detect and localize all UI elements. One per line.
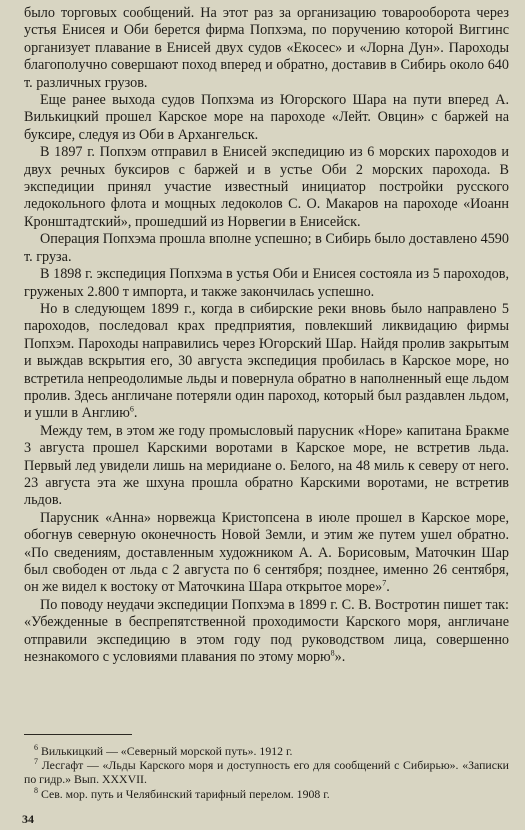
paragraph-2: Еще ранее выхода судов Попхэма из Югорского Шара на пути вперед А. Вилькицкий прошел Карское море на пароходе «Лейт. Овцин» с баржей на буксире, следуя из Оби в Архангельск.: [24, 92, 509, 143]
paragraph-3: В 1897 г. Попхэм отправил в Енисей экспедицию из 6 морских пароходов и двух речных буксиров с баржей и в устье Оби 2 морских парохода. В экспедиции принял участие известный инициатор постройки русского ледокольного флота и мощных ледоколов С. О. Макаров на пароходе «Иоанн Кронштадтский», прошедший из Норвегии в Енисейск.: [24, 144, 509, 230]
footnote-divider: [24, 734, 132, 735]
paragraph-5: В 1898 г. экспедиция Попхэма в устья Оби и Енисея состояла из 5 пароходов, груженых 2.800 т импорта, и также закончилась успешно.: [24, 266, 509, 300]
footnote-mark: 7: [34, 757, 38, 767]
body-text: [24, 5, 509, 666]
footnote-ref-7: 7: [382, 578, 387, 588]
paragraph-7: Между тем, в этом же году промысловый парусник «Норе» капитана Бракме 3 августа прошел Карскими воротами в Карское море, не встретив льда. Первый лед увидели лишь на меридиане о. Белого, на 48 миль к северу от него. 23 августа эта же шхуна прошла обратно Карскими воротами, не встретив льдов.: [24, 422, 509, 509]
footnote-mark: 8: [34, 785, 38, 795]
footnote-7: $^7$ Лесгафт — «Льды Карского моря и доступность его для сообщений с Сибирью». «Записки по гидр.» Вып. XXXVII.: [24, 757, 509, 787]
footnote-mark: 6: [34, 743, 38, 753]
footnote-ref-8: 8: [330, 648, 335, 658]
footnote-ref-6: 6: [129, 404, 134, 414]
paragraph-4: Операция Попхэма прошла вполне успешно; в Сибирь было доставлено 4590 т. груза.: [24, 231, 509, 265]
paragraph-8: Парусник «Анна» норвежца Кристопсена в июле прошел в Карское море, обогнув северную оконечность Новой Земли, и этим же путем ушел обратно. «По сведениям, доставленным художником А. А. Борисовым, Маточкин Шар был свободен от льда с 2 августа по 6 сентября; позднее, именно 26 сентября, он же видел к востоку от Маточкина Шара открытое море»$^7$.: [24, 509, 509, 596]
footnote-8: $^8$ Сев. мор. путь и Челябинский тарифный перелом. 1908 г.: [34, 785, 330, 801]
footnotes: [24, 734, 509, 801]
page-number: 34: [22, 812, 34, 826]
paragraph-1: было торговых сообщений. На этот раз за организацию товарооборота через устья Енисея и Оби берется фирма Попхэма, по поручению которой Виггинс организует плавание в Енисей двух судов «Екосес» и «Лорна Дун». Пароходы благополучно совершают поход вперед и обратно, доставив в Сибирь около 640 т. различных грузов.: [24, 5, 509, 91]
paragraph-6: Но в следующем 1899 г., когда в сибирские реки вновь было направлено 5 пароходов, последовал крах предприятия, повлекший ликвидацию фирмы Попхэм. Пароходы направились через Югорский Шар. Найдя пролив закрытым и выждав вскрытия его, 30 августа экспедиция пробилась в Карское море, но встретила непреодолимые льды и повернула обратно в наполненный еще льдом пролив. Здесь англичане потеряли один пароход, который был раздавлен льдом, и ушли в Англию$^6$.: [24, 300, 509, 422]
paragraph-9: По поводу неудачи экспедиции Попхэма в 1899 г. С. В. Востротин пишет так: «Убежденные в беспрепятственной проходимости Карского моря, англичане отправили экспедицию в этом году под руководством лица, совершенно незнакомого с условиями плавания по этому морю$^8$».: [24, 596, 509, 666]
footnote-6: $^6$ Вилькицкий — «Северный морской путь». 1912 г.: [34, 743, 293, 758]
